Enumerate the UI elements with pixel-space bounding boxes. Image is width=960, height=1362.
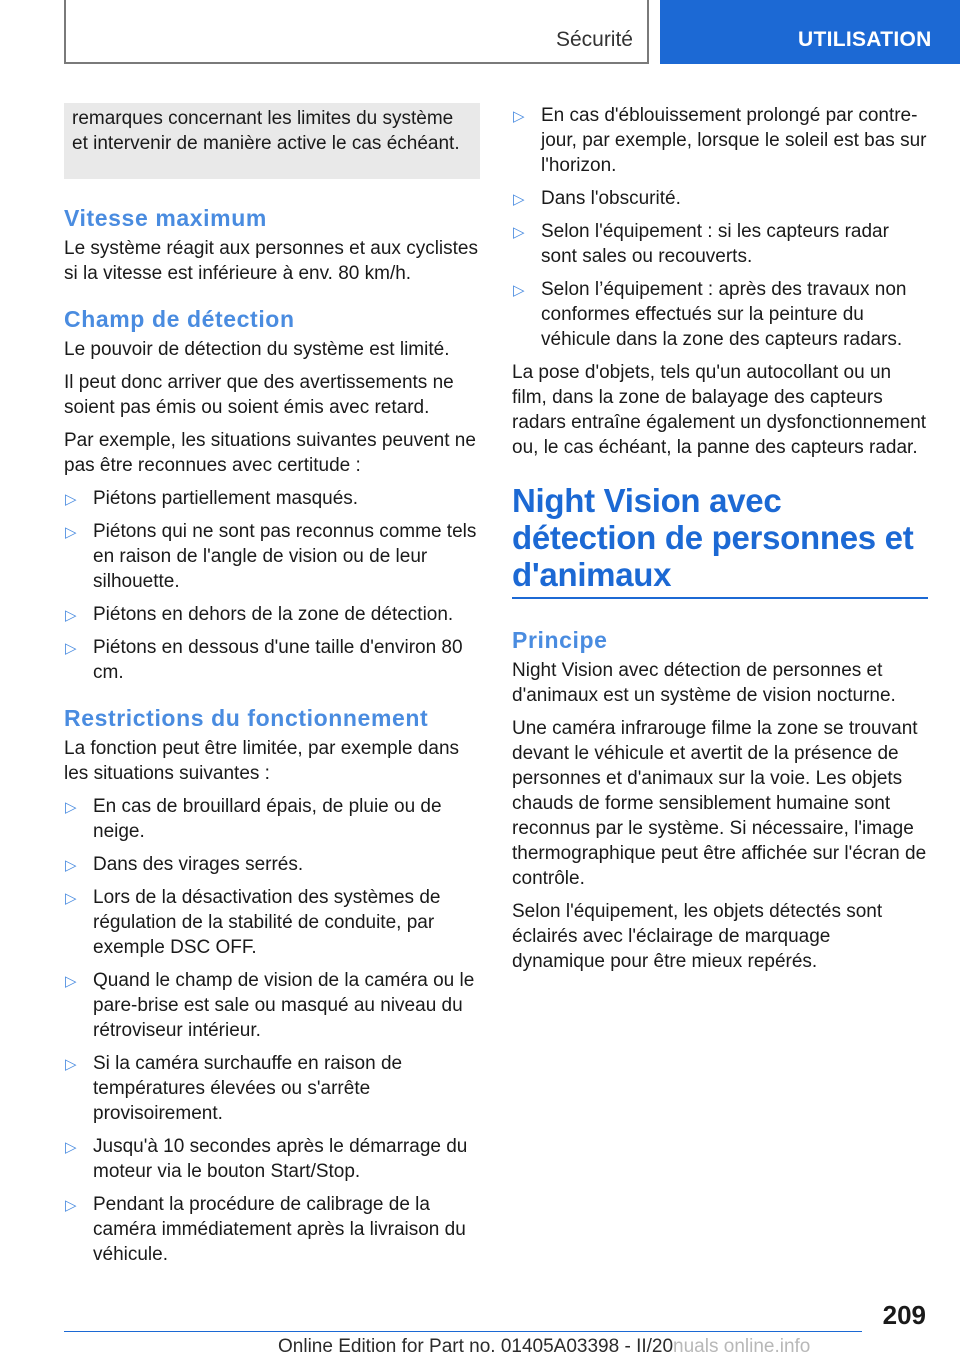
header-chapter-label: UTILISATION	[798, 28, 932, 51]
right-column	[512, 103, 928, 982]
paragraph-champ-2: Il peut donc arriver que des avertissements ne soient pas émis ou soient émis avec retard.	[64, 372, 454, 418]
list-item: ▷ Quand le champ de vision de la caméra ou le pare-brise est sale ou masqué au niveau du rétroviseur intérieur.	[65, 970, 475, 1041]
page-number: 209	[882, 1300, 926, 1330]
heading-principe: Principe	[512, 627, 608, 653]
triangle-bullet-icon: ▷	[65, 1197, 77, 1214]
footer-edition-text: Online Edition for Part no. 01405A03398 - II/20	[278, 1336, 674, 1357]
triangle-bullet-icon: ▷	[65, 890, 77, 907]
footer-edition	[278, 1336, 810, 1358]
left-column	[64, 103, 480, 1275]
list-item: ▷ Jusqu'à 10 secondes après le démarrage du moteur via le bouton Start/Stop.	[65, 1136, 468, 1182]
paragraph-champ-1: Le pouvoir de détection du système est limité.	[64, 339, 450, 360]
triangle-bullet-icon: ▷	[513, 224, 525, 241]
list-restrictions-continued	[512, 103, 928, 352]
list-item: ▷ Selon l'équipement : si les capteurs radar sont sales ou recouverts.	[513, 221, 889, 267]
list-item: ▷ Piétons en dehors de la zone de détection.	[64, 602, 480, 627]
paragraph-champ-3: Par exemple, les situations suivantes peuvent ne pas être reconnues avec certitude :	[64, 430, 476, 476]
footer-rule	[64, 1331, 862, 1332]
list-restrictions	[64, 794, 480, 1267]
heading-restrictions: Restrictions du fonctionnement	[64, 705, 429, 731]
footer-watermark: nuals online.info	[673, 1336, 811, 1357]
heading-vitesse-maximum: Vitesse maximum	[64, 205, 267, 231]
list-item: ▷ Selon l’équipement : après des travaux non conformes effectués sur la peinture du véhicule dans la zone des capteurs radars.	[513, 279, 907, 350]
list-item: ▷ Dans l'obscurité.	[512, 186, 928, 211]
triangle-bullet-icon: ▷	[65, 857, 77, 874]
paragraph-principe-1: Night Vision avec détection de personnes et d'animaux est un système de vision nocturne.	[512, 660, 896, 706]
triangle-bullet-icon: ▷	[65, 1056, 77, 1073]
section-title-rule	[512, 597, 928, 599]
triangle-bullet-icon: ▷	[65, 799, 77, 816]
list-item: ▷ Piétons en dessous d'une taille d'environ 80 cm.	[65, 637, 463, 683]
paragraph-vitesse: Le système réagit aux personnes et aux cyclistes si la vitesse est inférieure à env. 80 km/h.	[64, 238, 478, 284]
header-section-title: Sécurité	[555, 28, 633, 51]
header-section-box	[64, 0, 649, 64]
triangle-bullet-icon: ▷	[65, 1139, 77, 1156]
list-item: ▷ Pendant la procédure de calibrage de la caméra immédiatement après la livraison du véhicule.	[65, 1194, 466, 1265]
list-item: ▷ Piétons partiellement masqués.	[64, 486, 480, 511]
triangle-bullet-icon: ▷	[513, 191, 525, 208]
list-item: ▷ Piétons qui ne sont pas reconnus comme tels en raison de l'angle de vision ou de leur silhouette.	[65, 521, 477, 592]
list-item: ▷ Si la caméra surchauffe en raison de températures élevées ou s'arrête provisoirement.	[65, 1053, 403, 1124]
heading-champ-detection: Champ de détection	[64, 306, 295, 332]
triangle-bullet-icon: ▷	[65, 491, 77, 508]
paragraph-principe-3: Selon l'équipement, les objets détectés sont éclairés avec l'éclairage de marquage dynamique pour être mieux repérés.	[512, 901, 883, 972]
list-item: ▷ En cas de brouillard épais, de pluie ou de neige.	[65, 796, 442, 842]
triangle-bullet-icon: ▷	[65, 607, 77, 624]
header-chapter-tab[interactable]	[660, 0, 960, 64]
list-pietons	[64, 486, 480, 685]
list-item: ▷ En cas d'éblouissement prolongé par contre-jour, par exemple, lorsque le soleil est bas sur l'horizon.	[513, 105, 927, 176]
paragraph-pose-objets: La pose d'objets, tels qu'un autocollant ou un film, dans la zone de balayage des capteurs radars entraîne également un dysfonctionnement ou, le cas échéant, la panne des capteurs radar.	[512, 362, 927, 458]
triangle-bullet-icon: ▷	[513, 108, 525, 125]
triangle-bullet-icon: ▷	[513, 282, 525, 299]
list-item: ▷ Dans des virages serrés.	[64, 852, 480, 877]
note-box-text: remarques concernant les limites du système et intervenir de manière active le cas échéant.	[72, 108, 460, 154]
paragraph-restrictions: La fonction peut être limitée, par exemple dans les situations suivantes :	[64, 738, 460, 784]
triangle-bullet-icon: ▷	[65, 973, 77, 990]
paragraph-principe-2: Une caméra infrarouge filme la zone se trouvant devant le véhicule et avertit de la présence de personnes et d'animaux sur la voie. Les objets chauds de forme sensiblement humaine sont reconnus par le système. Si nécessaire, l'image thermographique peut être affichée sur l'écran de contrôle.	[512, 718, 927, 889]
note-box	[64, 103, 480, 179]
triangle-bullet-icon: ▷	[65, 524, 77, 541]
list-item: ▷ Lors de la désactivation des systèmes de régulation de la stabilité de conduite, par exemple DSC OFF.	[65, 887, 441, 958]
triangle-bullet-icon: ▷	[65, 640, 77, 657]
section-title-night-vision: Night Vision avec détection de personnes et d'animaux	[512, 482, 914, 593]
